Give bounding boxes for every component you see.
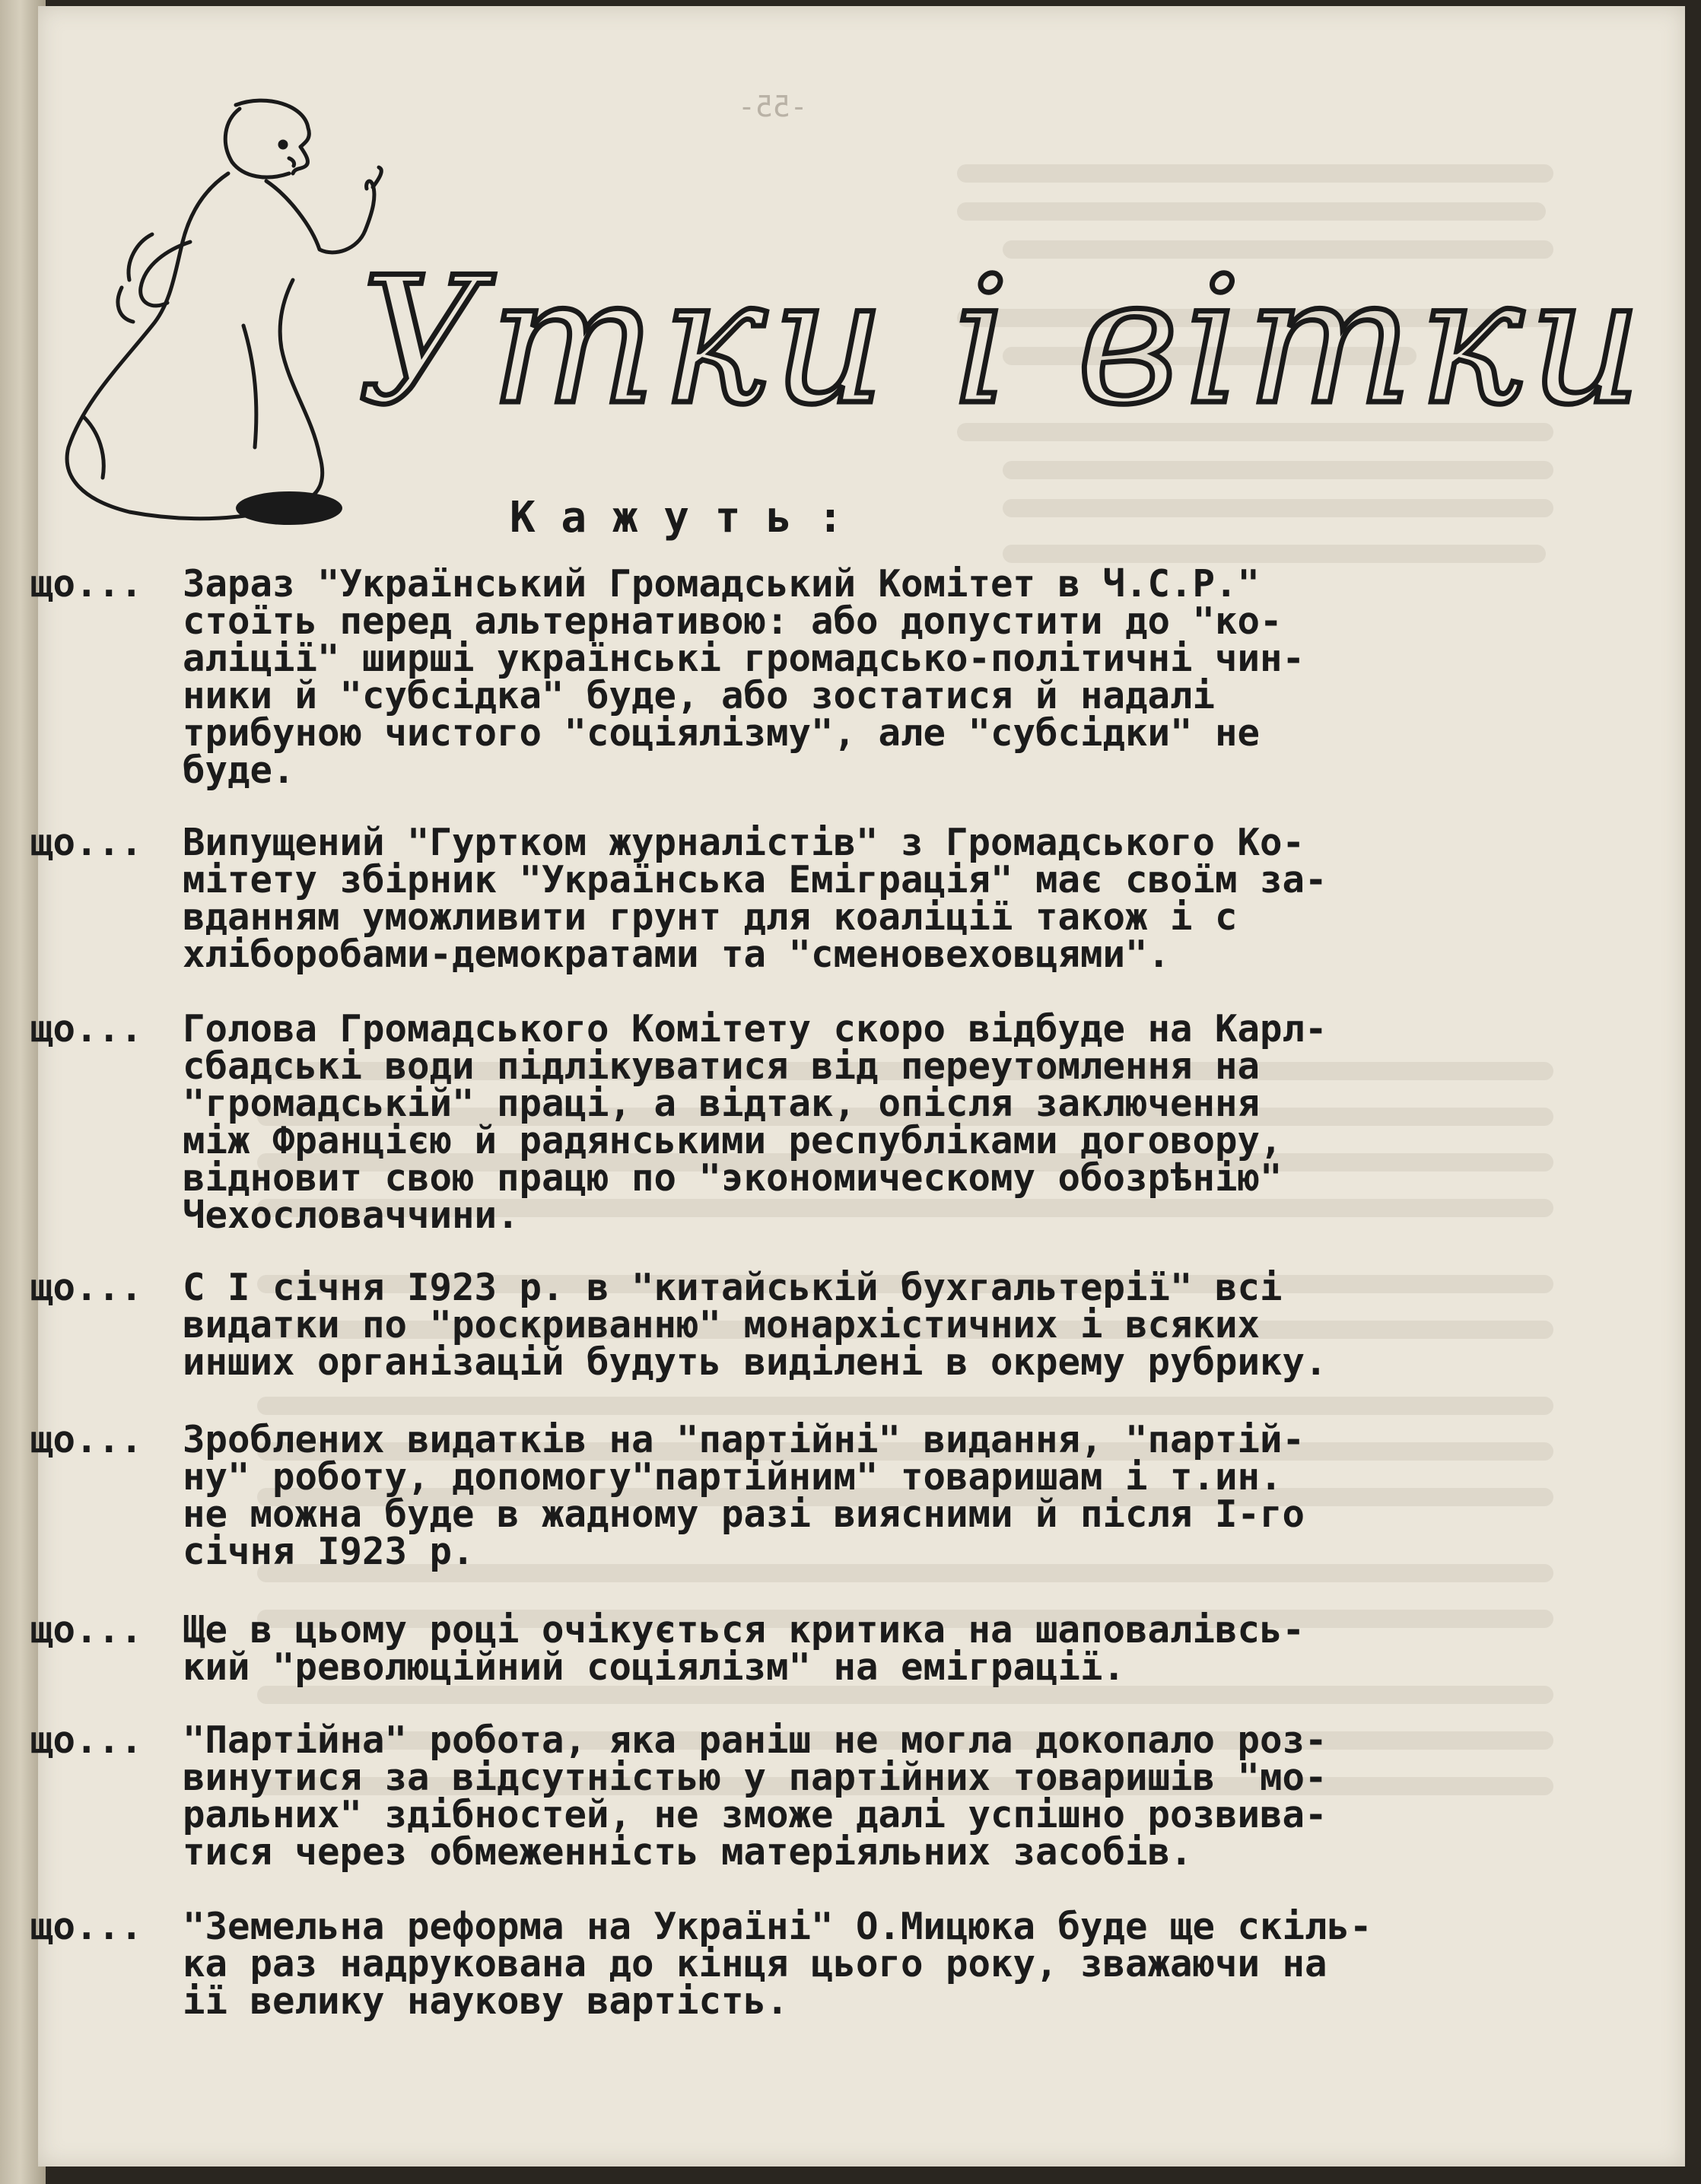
headline-text: Утки і вітки <box>358 240 1649 443</box>
item-marker: що... <box>30 1905 143 1948</box>
document-page <box>30 6 1685 2167</box>
item-marker: що... <box>30 1608 143 1652</box>
item-text: Зараз "Український Громадський Комітет в Ч.С.Р." стоїть перед альтернативою: або допустити до "ко- aліції" ширші українські громадсько-політичні чин- ники й "субсідка" буде, або зостатися й надалі трибуною чистого "соціялізму", але "субсідки" не буде. <box>183 562 1305 792</box>
item-text: Випущений "Гуртком журналістів" з Громадського Ко- мітету збірник "Українська Еміграція" має своїм за- вданням уможливити грунт для коаліції також і с хліборобами-демократами та "сменовеховцями". <box>183 821 1327 976</box>
item-text: Зроблених видатків на "партійні" видання, "партій- ну" роботу, допомогу"партійним" товаришам і т.ин. не можна буде в жадному разі виясними й після I-го січня I923 р. <box>183 1418 1305 1573</box>
item-marker: що... <box>30 1266 143 1309</box>
item-text: С I січня I923 р. в "китайській бухгальтерії" всі видатки по "роскриванню" монархістичних і всяких инших організацій будуть виділені в окрему рубрику. <box>183 1266 1327 1384</box>
item-marker: що... <box>30 1718 143 1762</box>
item-marker: що... <box>30 1007 143 1051</box>
subheading: К а ж у т ь : <box>510 493 844 542</box>
item-text: "Партійна" робота, яка раніш не могла докопало роз- винутися за відсутністью у партійних товаришів "мо- ральних" здібностей, не зможе далі успішно розвива- тися через обмеженність матеріяльних засобів. <box>183 1718 1327 1874</box>
gossip-list <box>30 6 1685 2167</box>
item-marker: що... <box>30 562 143 606</box>
item-marker: що... <box>30 821 143 864</box>
item-text: Голова Громадського Комітету скоро відбуде на Карл- сбадські води підлікуватися від переутомлення на "громадській" праці, а відтак, опісля заключення між Францією й радянськими республіками договору, відновит свою працю по "экономическому обозрѣнію" Чехословаччини. <box>183 1007 1327 1237</box>
page-number: -55- <box>738 90 808 123</box>
item-text: Ще в цьому році очікується критика на шаповалівсь- кий "революційний соціялізм" на еміграції. <box>183 1608 1305 1689</box>
item-marker: що... <box>30 1418 143 1461</box>
item-text: "Земельна реформа на Україні" О.Мицюка буде ще скіль- ка раз надрукована до кінця цього року, зважаючи на ії велику наукову вартість. <box>183 1905 1372 2023</box>
